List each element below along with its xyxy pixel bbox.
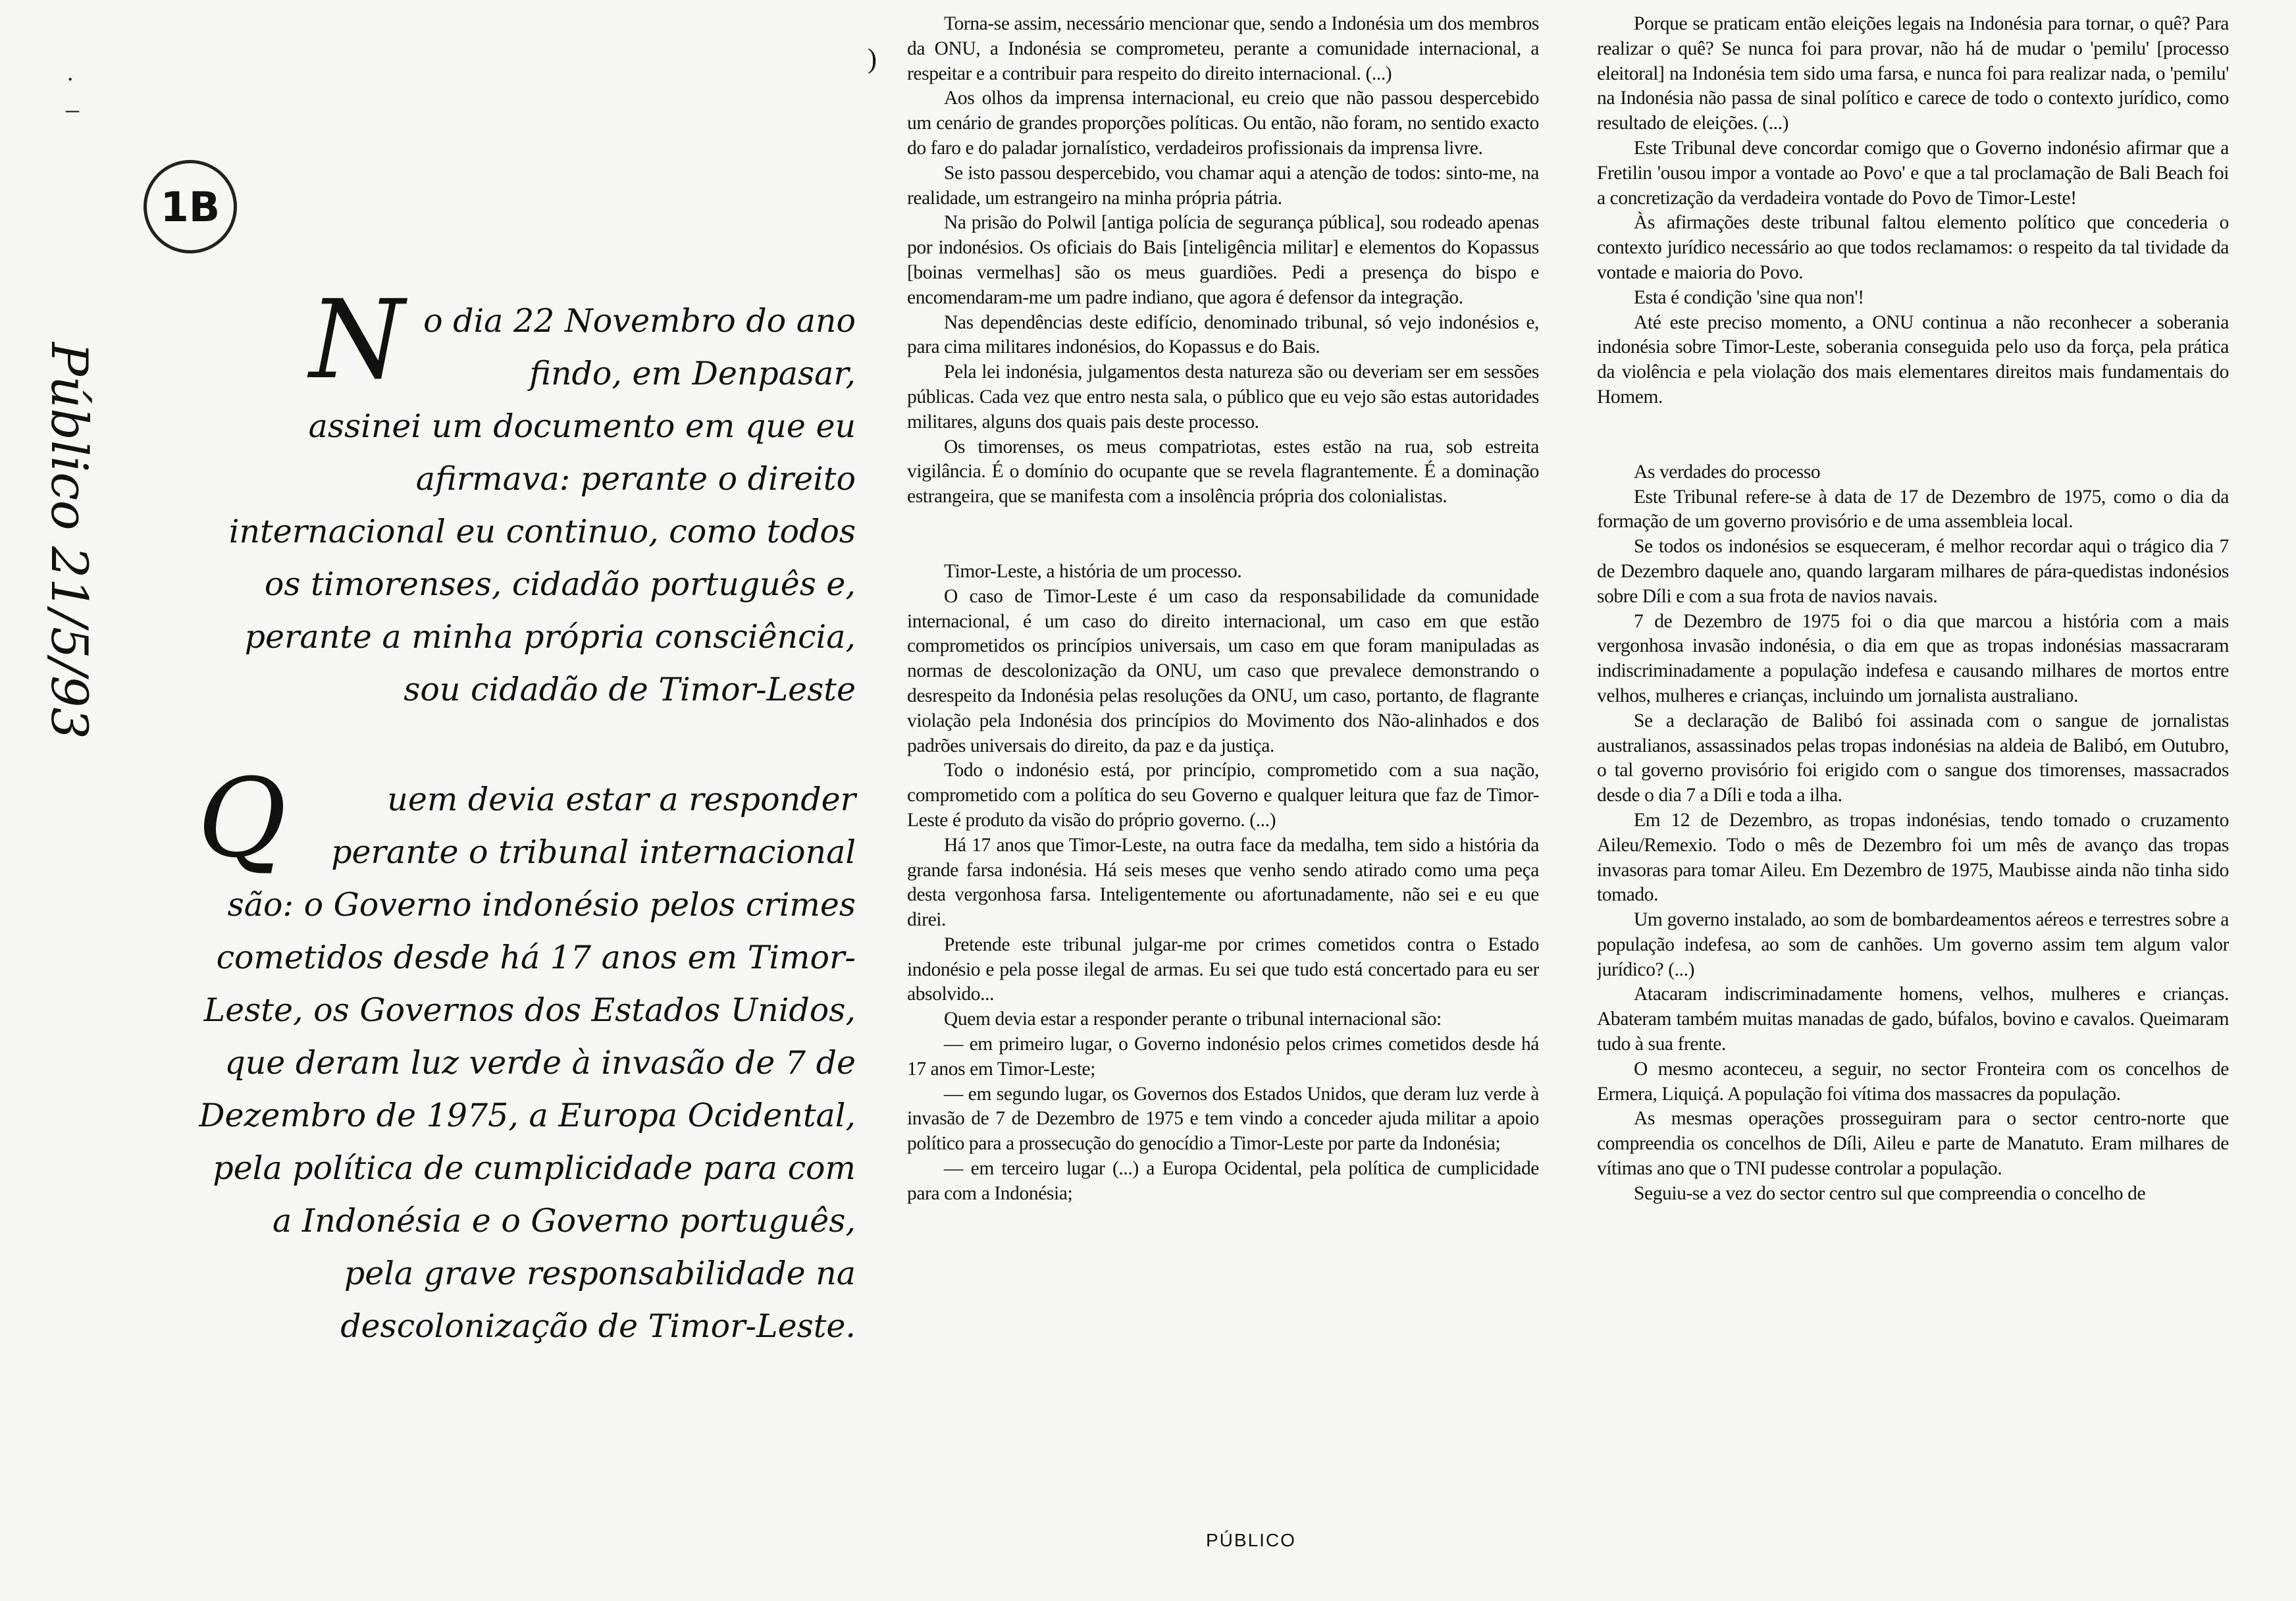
pull-quote-1-text: o dia 22 Novembro do ano findo, em Denpasar, assinei um documento em que eu afirmava: perante o direito internacional eu continuo, como todos os timorenses, cidadão português e, perante a minha própria consciência, sou cidadão de Timor-Leste bbox=[228, 302, 856, 708]
list-item: — em primeiro lugar, o Governo indonésio pelos crimes cometidos desde há 17 anos em Timor-Leste; bbox=[907, 1034, 1539, 1080]
handwritten-date: Público 21/5/93 bbox=[40, 342, 99, 739]
pull-quote-1 bbox=[197, 276, 856, 716]
paragraph: 7 de Dezembro de 1975 foi o dia que marcou a história com a mais vergonhosa invasão indonésia, o dia em que as tropas indonésias massacraram indiscriminadamente a população indefesa e causando milhares de mortos entre velhos, mulheres e crianças, incluindo um jornalista australiano. bbox=[1597, 610, 2229, 706]
paragraph: O mesmo aconteceu, a seguir, no sector Fronteira com os concelhos de Ermera, Liquiçá. A população foi vítima dos massacres da população. bbox=[1597, 1058, 2229, 1105]
pull-quote-2 bbox=[197, 755, 856, 1353]
paragraph: O caso de Timor-Leste é um caso da responsabilidade da comunidade internacional, é um caso do direito internacional, um caso em que estão comprometidos os princípios universais, um caso em que foram manipuladas as normas de descolonização da ONU, um caso que prevalece demonstrando o desrespeito da Indonésia pelas resoluções da ONU, um caso, portanto, de flagrante violação pela Indonésia dos princípios do Movimento dos Não-alinhados e dos padrões universais do direito, da paz e da justiça. bbox=[907, 585, 1539, 756]
paragraph: Até este preciso momento, a ONU continua a não reconhecer a soberania indonésia sobre Timor-Leste, soberania conseguida pelo uso da força, pela prática da violência e pela violação dos mais elementares direitos mais fundamentais do Homem. bbox=[1597, 311, 2229, 407]
list-item: — em segundo lugar, os Governos dos Estados Unidos, que deram luz verde à invasão de 7 de Dezembro de 1975 e tem vindo a conceder ajuda militar a apoio político para a prossecução do genocídio a Timor-Leste por parte da Indonésia; bbox=[907, 1083, 1539, 1155]
paragraph: Se a declaração de Balibó foi assinada com o sangue de jornalistas australianos, assassinados pelas tropas indonésias na aldeia de Balibó, em Outubro, o tal governo provisório foi erigido com o sangue dos timorenses, massacrados desde o dia 7 a Díli e toda a ilha. bbox=[1597, 710, 2229, 806]
article-column-2 bbox=[1597, 12, 2229, 1500]
paragraph: Às afirmações deste tribunal faltou elemento político que concederia o contexto jurídico necessário ao que todos reclamamos: o respeito da tal tividade da vontade e maioria do Povo. bbox=[1597, 212, 2229, 283]
paragraph: Este Tribunal deve concordar comigo que o Governo indonésio afirmar que a Fretilin 'ousou impor a vontade ao Povo' e que a tal proclamação de Bali Beach foi a concretização da verdadeira vontade do Povo de Timor-Leste! bbox=[1597, 137, 2229, 209]
publication-footer: PÚBLICO bbox=[1206, 1530, 1296, 1550]
paragraph: Se isto passou despercebido, vou chamar aqui a atenção de todos: sinto-me, na realidade, um estrangeiro na minha própria pátria. bbox=[907, 162, 1539, 209]
paragraph: Este Tribunal refere-se à data de 17 de Dezembro de 1975, como o dia da formação de um governo provisório e de uma assembleia local. bbox=[1597, 486, 2229, 533]
pull-quote-2-text: uem devia estar a responder perante o tribunal internacional são: o Governo indonésio pelos crimes cometidos desde há 17 anos em Timor-Leste, os Governos dos Estados Unidos, que deram luz verde à invasão de 7 de Dezembro de 1975, a Europa Ocidental, pela política de cumplicidade para com a Indonésia e o Governo português, pela grave responsabilidade na descolonização de Timor-Leste. bbox=[199, 781, 856, 1345]
paragraph: Torna-se assim, necessário mencionar que, sendo a Indonésia um dos membros da ONU, a Indonésia se comprometeu, perante a comunidade internacional, a respeitar e a contribuir para respeito do direito internacional. (...) bbox=[907, 13, 1539, 84]
paragraph: Quem devia estar a responder perante o tribunal internacional são: bbox=[944, 1009, 1442, 1030]
list-item: — em terceiro lugar (...) a Europa Ocidental, pela política de cumplicidade para com a Indonésia; bbox=[907, 1158, 1539, 1204]
paragraph: Se todos os indonésios se esqueceram, é melhor recordar aqui o trágico dia 7 de Dezembro daquele ano, quando largaram milhares de pára-quedistas indonésios sobre Díli e com a sua frota de navios navais. bbox=[1597, 536, 2229, 607]
paragraph: Pretende este tribunal julgar-me por crimes cometidos contra o Estado indonésio e pela posse ilegal de armas. Eu sei que tudo está concertado para eu ser absolvido... bbox=[907, 933, 1539, 1005]
paragraph: Todo o indonésio está, por princípio, comprometido com a sua nação, comprometido com a política do seu Governo e qualquer leitura que faz de Timor-Leste é produto da visão do próprio governo. (...) bbox=[907, 760, 1539, 831]
paragraph: Um governo instalado, ao som de bombardeamentos aéreos e terrestres sobre a população indefesa, ao som de canhões. Um governo assim tem algum valor jurídico? (...) bbox=[1597, 909, 2229, 980]
paragraph: Há 17 anos que Timor-Leste, na outra face da medalha, tem sido a história da grande farsa indonésia. Há seis meses que venho sendo atirado como uma peça desta vergonhosa farsa. Inteligentemente ou afortunadamente, não sei e eu que direi. bbox=[907, 834, 1539, 931]
circled-page-number: 1B bbox=[144, 160, 237, 253]
paragraph: Aos olhos da imprensa internacional, eu creio que não passou despercebido um cenário de grandes proporções políticas. Ou então, não foram, no sentido exacto do faro e do paladar jornalístico, verdadeiros profissionais da imprensa livre. bbox=[907, 88, 1539, 159]
paragraph: As mesmas operações prosseguiram para o sector centro-norte que compreendia os concelhos de Díli, Aileu e parte de Manatuto. Eram milhares de vítimas ano que o TNI pudesse controlar a população. bbox=[1597, 1108, 2229, 1180]
paragraph: Porque se praticam então eleições legais na Indonésia para tornar, o quê? Para realizar o quê? Se nunca foi para provar, não há de mudar o 'pemilu' [processo eleitoral] na Indonésia tem sido uma farsa, e nunca foi para realizar nada, o 'pemilu' na Indonésia não passa de sinal político e carece de todo o contexto jurídico, como resultado de eleições. (...) bbox=[1597, 13, 2229, 134]
paragraph: Atacaram indiscriminadamente homens, velhos, mulheres e crianças. Abateram também muitas manadas de gado, búfalos, bovino e cavalos. Queimaram tudo à sua frente. bbox=[1597, 984, 2229, 1055]
scan-mark: ) bbox=[868, 44, 877, 74]
paragraph: Na prisão do Polwil [antiga polícia de segurança pública], sou rodeado apenas por indonésios. Os oficiais do Bais [inteligência militar] e elementos do Kopassus [boinas vermelhas] são os meus guardiões. Pedi a presença do bispo e encomendaram-me um padre indiano, que agora é defensor da integração. bbox=[907, 212, 1539, 308]
paragraph: Os timorenses, os meus compatriotas, estes estão na rua, sob estreita vigilância. É o domínio do ocupante que se revela flagrantemente. É a dominação estrangeira, que se manifesta com a insolência própria dos colonialistas. bbox=[907, 436, 1539, 508]
paragraph: Esta é condição 'sine qua non'! bbox=[1634, 286, 1864, 308]
article-column-1 bbox=[907, 12, 1539, 1500]
subheading: As verdades do processo bbox=[1634, 461, 1821, 483]
subheading: Timor-Leste, a história de um processo. bbox=[944, 560, 1242, 582]
paragraph: Nas dependências deste edifício, denominado tribunal, só vejo indonésios e, para cima militares indonésios, do Kopassus e do Bais. bbox=[907, 311, 1539, 358]
margin-marks: ˙ – bbox=[66, 72, 79, 124]
paragraph: Pela lei indonésia, julgamentos desta natureza são ou deveriam ser em sessões públicas. Cada vez que entro nesta sala, o público que eu vejo são estas autoridades militares, alguns dos quais pais deste processo. bbox=[907, 361, 1539, 433]
dropcap-n: N bbox=[309, 276, 405, 403]
paragraph: Seguiu-se a vez do sector centro sul que compreendia o concelho de bbox=[1634, 1182, 2146, 1204]
paragraph: Em 12 de Dezembro, as tropas indonésias, tendo tomado o cruzamento Aileu/Remexio. Todo o mês de Dezembro foi um mês de avanço das tropas invasoras para tomar Aileu. Em Dezembro de 1975, Maubisse ainda não tinha sido tomado. bbox=[1597, 809, 2229, 906]
dropcap-q: Q bbox=[197, 755, 287, 881]
